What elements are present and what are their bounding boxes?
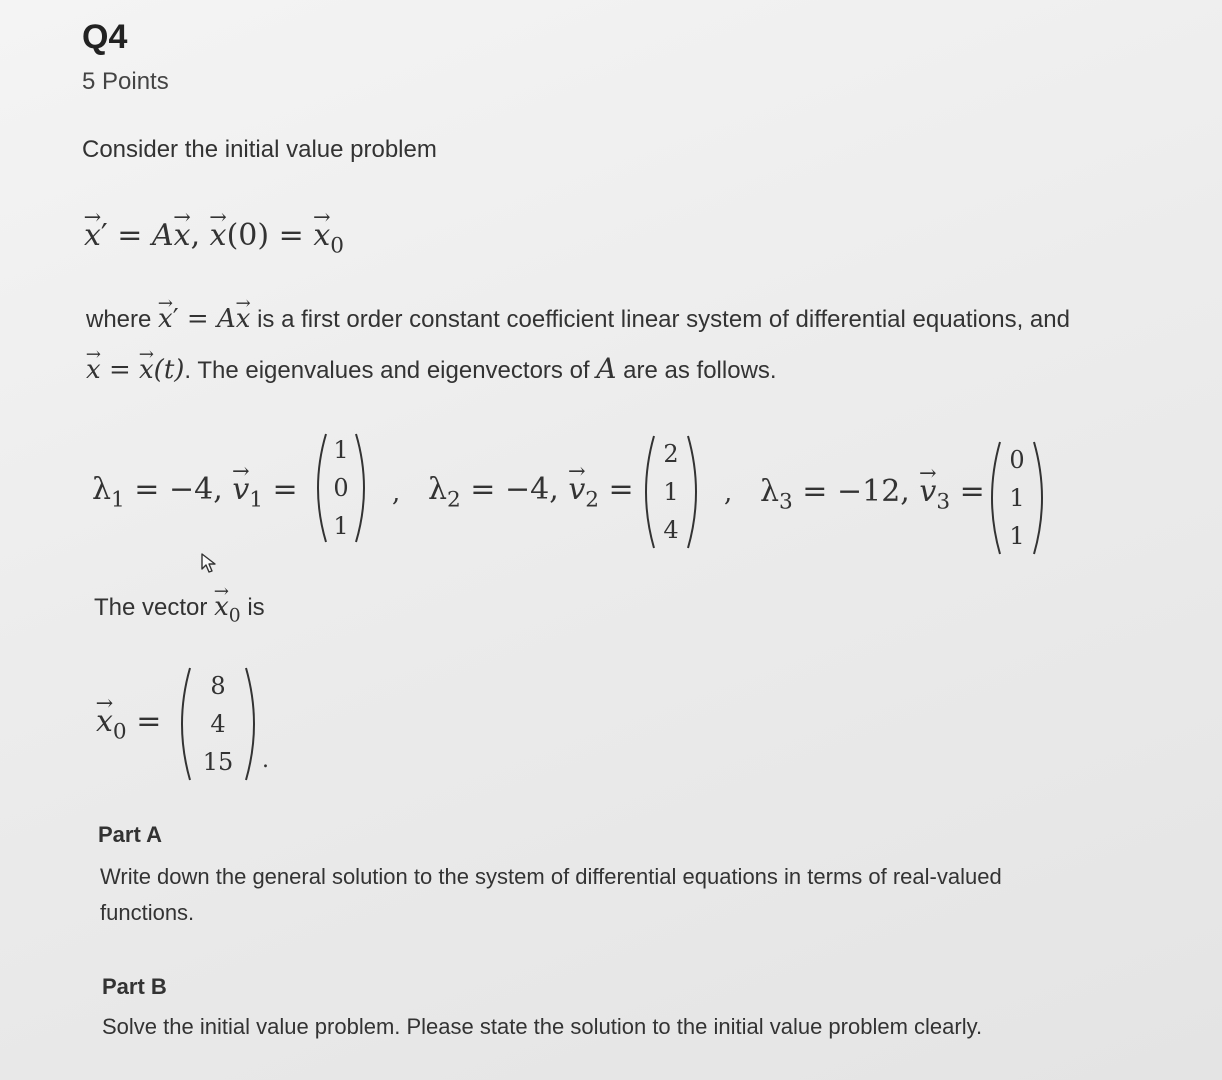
x0-period: . (262, 748, 269, 773)
question-points: 5 Points (82, 68, 169, 95)
ivp-equation: → x′ = A→ x, → x(0) = → $x_0$ (84, 218, 344, 259)
vector-x0-label: The vector → $x_0$ is (94, 592, 265, 627)
x0-equation-lhs: → $x_0$ = (96, 704, 161, 745)
eigenvector-1-entry: 0 (333, 474, 349, 502)
where-line-1: where → x′ = A→ x is a first order constant coefficient linear system of differential equations, and (86, 304, 1070, 334)
eigenvector-1-entry: 1 (333, 512, 349, 540)
where-line-2: → x = → x(t). The eigenvalues and eigenvectors of A are as follows. (86, 352, 777, 385)
eigenvalue-3: $\lambda_3 = -12$, → $v_3$ = (760, 474, 985, 515)
x0-entry: 4 (210, 710, 226, 738)
x0-entry: 8 (210, 672, 226, 700)
mouse-pointer-icon (200, 552, 218, 579)
matrix-a-symbol: A (151, 218, 174, 253)
part-b-text: Solve the initial value problem. Please state the solution to the initial value problem clearly. (102, 1014, 983, 1039)
eigenvector-2-entry: 1 (663, 478, 679, 506)
eigenvector-3-matrix (986, 438, 1048, 558)
eigenvector-2-entry: 4 (663, 516, 679, 544)
question-number: Q4 (82, 18, 128, 56)
part-b-title: Part B (102, 974, 167, 999)
eigenvector-3-entry: 1 (1009, 522, 1025, 550)
eigenvector-3-entry: 0 (1009, 446, 1025, 474)
x0-vector-matrix (176, 664, 266, 784)
part-a-text-line-1: Write down the general solution to the system of differential equations in terms of real-valued (100, 864, 1002, 889)
equals-sign: = (117, 218, 143, 253)
eigenvector-3-entry: 1 (1009, 484, 1025, 512)
separator: , (724, 478, 733, 508)
eigenvector-1-entry: 1 (333, 436, 349, 464)
part-a-title: Part A (98, 822, 162, 847)
intro-text: Consider the initial value problem (82, 136, 437, 163)
eigenvector-1-matrix (312, 430, 370, 546)
eigenvalue-2: $\lambda_2 = -4$, → $v_2$ = (428, 472, 634, 513)
x0-entry: 15 (202, 748, 234, 776)
part-a-text-line-2: functions. (100, 900, 195, 925)
eigenvector-2-entry: 2 (663, 440, 679, 468)
eigenvector-2-matrix (640, 432, 702, 552)
eigenvalue-1: $\lambda_1 = -4$, → $v_1$ = (92, 472, 298, 513)
x-vector-symbol: → x (84, 218, 101, 253)
separator: , (392, 478, 401, 508)
